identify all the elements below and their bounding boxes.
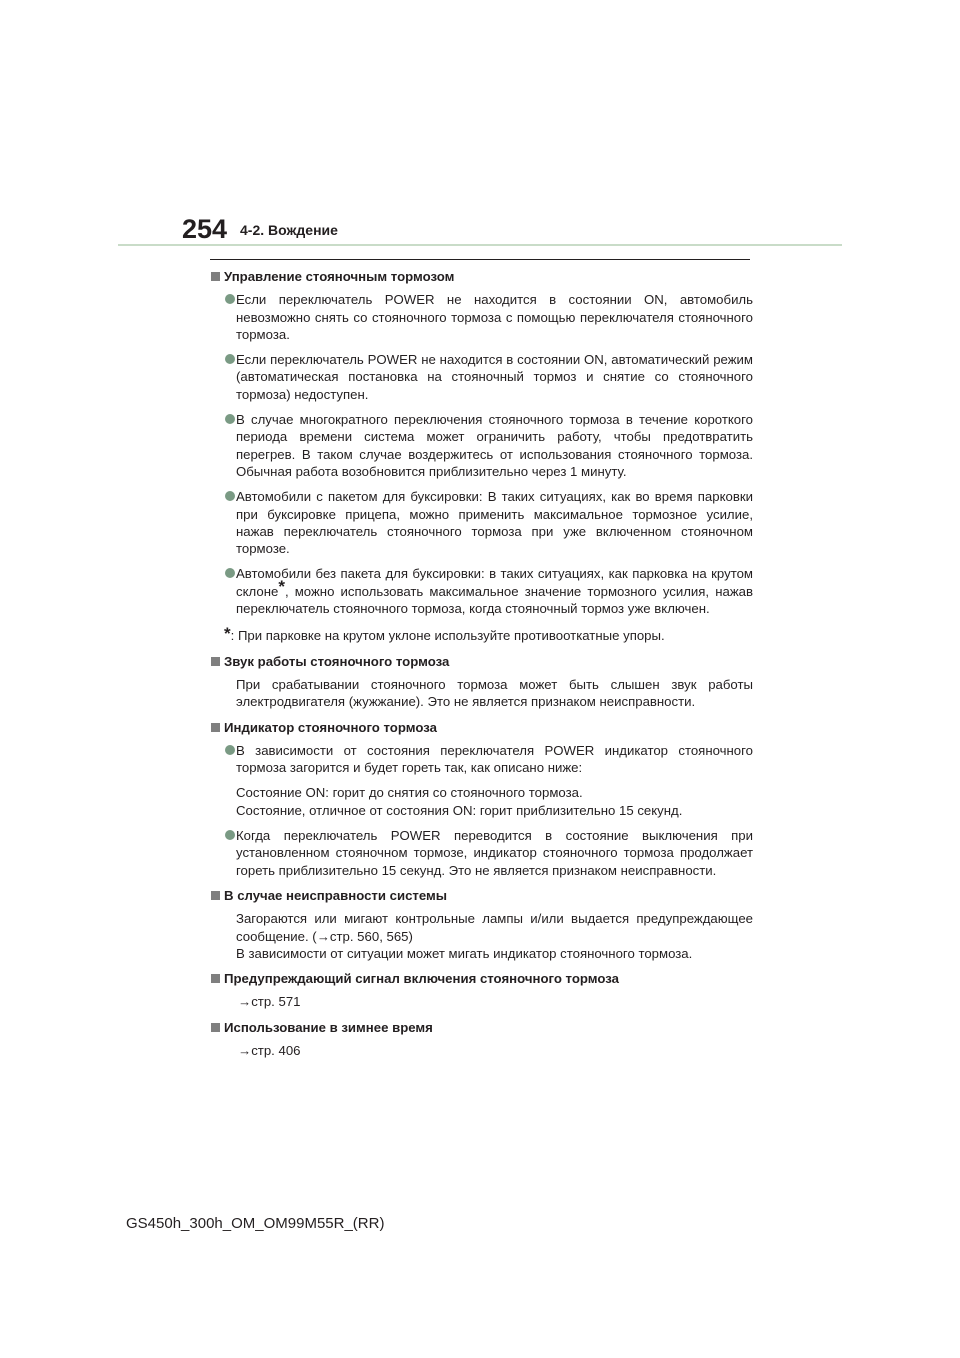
- section-heading-sound: [210, 653, 753, 670]
- section-heading-indicator: [210, 719, 753, 736]
- list-item-text: Когда переключатель POWER переводится в состояние выключения при установленном стояночном тормозе, индикатор стояночного тормоза продолжает гореть приблизительно 15 секунд. Это не является признаком неисправности.: [236, 828, 753, 878]
- indicator-states: [210, 784, 753, 819]
- content-divider: [210, 259, 750, 260]
- section-heading-parking-brake-control: [210, 268, 753, 285]
- list-item: [210, 488, 753, 557]
- section-heading-text: Звук работы стояночного тормоза: [224, 653, 450, 669]
- footnote: [210, 625, 753, 644]
- list-item: [210, 351, 753, 403]
- section-heading-text: Использование в зимнее время: [224, 1019, 433, 1035]
- paragraph: [210, 910, 753, 962]
- document-code: GS450h_300h_OM_OM99M55R_(RR): [126, 1215, 385, 1232]
- square-bullet-icon: [211, 891, 220, 900]
- paragraph-line: Загораются или мигают контрольные лампы и/или выдается предупреждающее сообщение. (→стр. 560, 565): [236, 911, 753, 944]
- list-item-text: Если переключатель POWER не находится в состоянии ON, автоматический режим (автоматическая постановка на стояночный тормоз и снятие со стояночного тормоза) недоступен.: [236, 352, 753, 402]
- circle-bullet-icon: [225, 491, 235, 501]
- section-heading-text: Предупреждающий сигнал включения стояночного тормоза: [224, 971, 619, 987]
- page-content: [210, 268, 753, 1067]
- section-heading-text: Управление стояночным тормозом: [224, 269, 455, 284]
- paragraph-line: В зависимости от ситуации может мигать индикатор стояночного тормоза.: [236, 945, 693, 961]
- section-heading-warning: [210, 970, 753, 987]
- circle-bullet-icon: [225, 830, 235, 840]
- square-bullet-icon: [211, 723, 220, 732]
- section-heading-malfunction: [210, 887, 753, 904]
- square-bullet-icon: [211, 657, 220, 666]
- section-title: 4-2. Вождение: [240, 222, 338, 238]
- circle-bullet-icon: [225, 294, 235, 304]
- footnote-text: : При парковке на крутом уклоне используйте противооткатные упоры.: [230, 628, 665, 644]
- list-item-text: Если переключатель POWER не находится в состоянии ON, автомобиль невозможно снять со стояночного тормоза с помощью переключателя стояночного тормоза.: [236, 292, 753, 342]
- circle-bullet-icon: [225, 745, 235, 755]
- list-item-text: В случае многократного переключения стояночного тормоза в течение короткого периода времени система может ограничить работу, чтобы предотвратить перегрев. В таком случае воздержитесь от использования стояночного тормоза. Обычная работа возобновится приблизительно через 1 минуту.: [236, 412, 753, 479]
- circle-bullet-icon: [225, 568, 235, 578]
- section-heading-text: Индикатор стояночного тормоза: [224, 719, 437, 735]
- circle-bullet-icon: [225, 414, 235, 424]
- page-reference: →стр. 406: [238, 1042, 301, 1058]
- list-item: [210, 291, 753, 343]
- page-reference: →стр. 571: [238, 994, 301, 1010]
- circle-bullet-icon: [225, 354, 235, 364]
- square-bullet-icon: [211, 272, 220, 281]
- list-item: [210, 742, 753, 777]
- page-number: 254: [182, 214, 228, 244]
- state-on-text: Состояние ON: горит до снятия со стояночного тормоза.: [236, 785, 583, 801]
- list-item-text-part2: , можно использовать максимальное значение тормозного усилия, нажав переключатель стояночного тормоза, когда стояночный тормоз уже включен.: [236, 583, 753, 617]
- asterisk-mark: *: [278, 576, 285, 596]
- asterisk-mark: *: [224, 624, 231, 644]
- section-heading-winter: [210, 1019, 753, 1036]
- list-item: [210, 411, 753, 480]
- header-divider: [118, 244, 842, 246]
- list-item-text: Автомобили с пакетом для буксировки: В таких ситуациях, как во время парковки при буксировке прицепа, можно применить максимальное тормозное усилие, нажав переключатель стояночного тормоза при уже включенном стояночном тормозе.: [236, 489, 753, 557]
- list-item-text-part1: Автомобили без пакета для буксировки: в таких ситуациях, как парковка на крутом склоне: [236, 566, 753, 599]
- section-heading-text: В случае неисправности системы: [224, 887, 448, 903]
- state-other-text: Состояние, отличное от состояния ON: горит приблизительно 15 секунд.: [236, 802, 683, 818]
- list-item: [210, 827, 753, 879]
- square-bullet-icon: [211, 974, 220, 983]
- square-bullet-icon: [211, 1023, 220, 1032]
- list-item: [210, 565, 753, 617]
- paragraph: При срабатывании стояночного тормоза может быть слышен звук работы электродвигателя (жужжание). Это не является признаком неисправности.: [236, 676, 753, 710]
- list-item-text: В зависимости от состояния переключателя POWER индикатор стояночного тормоза загорится и будет гореть так, как описано ниже:: [236, 742, 753, 776]
